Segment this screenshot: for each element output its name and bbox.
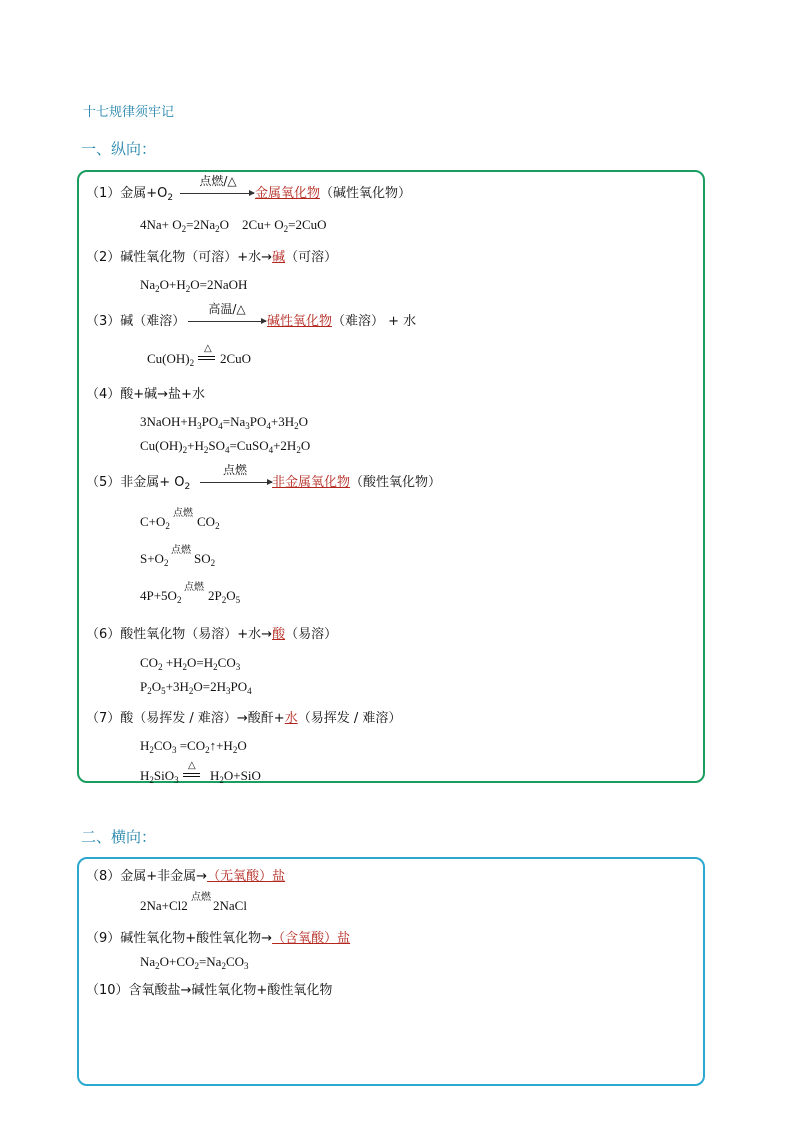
- horizontal-rules-box: [77, 857, 705, 1086]
- ignite-label: 点燃: [191, 892, 211, 903]
- rule-1: [86, 182, 173, 201]
- rule-5-text: （5）非金属+ O: [86, 475, 185, 490]
- rule-3-product: 碱性氧化物: [267, 314, 333, 329]
- page-title: 十七规律须牢记: [83, 105, 175, 120]
- equation-7b-product: $H_2O+SiO$: [210, 768, 261, 785]
- equation-4a: $3NaOH+H_3PO_4=Na_3PO_4+3H_2O$: [140, 414, 309, 431]
- equation-3-product: 2CuO: [220, 351, 252, 366]
- rule-1-product: 金属氧化物: [255, 186, 321, 201]
- section-heading-horizontal: 二、横向：: [81, 828, 157, 846]
- ignite-label: 点燃: [173, 508, 193, 519]
- equation-4b: $Cu(OH)_2+H_2SO_4=CuSO_4+2H_2O$: [140, 438, 311, 455]
- rule-3-condition: 高温/△: [208, 302, 246, 316]
- equation-9: $Na_2O+CO_2=Na_2CO_3$: [140, 954, 249, 971]
- reaction-arrow: [200, 482, 272, 483]
- equation-7b: $H_2SiO_3$: [140, 768, 179, 785]
- equation-5b-product: $SO_2$: [194, 551, 216, 568]
- rule-3-suffix: （难溶） + 水: [332, 314, 417, 329]
- rule-9-text: （9）碱性氧化物+酸性氧化物→: [86, 931, 273, 946]
- rule-5: [86, 471, 190, 490]
- equals-sign: [198, 356, 215, 360]
- rule-2-product: 碱: [272, 250, 286, 265]
- heat-sign: △: [204, 343, 212, 354]
- equation-6a: $CO_2 +H_2O=H_2CO_3$: [140, 655, 241, 672]
- rule-9-product: （含氧酸）盐: [272, 931, 351, 946]
- rule-7-text: （7）酸（易挥发 / 难溶）→酸酐+: [86, 711, 285, 726]
- rule-2-text: （2）碱性氧化物（可溶）+水→: [86, 250, 273, 265]
- rule-5-condition: 点燃: [222, 463, 247, 477]
- equals-sign: [183, 773, 200, 777]
- rule-1-text: （1）金属+O: [86, 186, 168, 201]
- equation-3: $Cu(OH)_2$: [147, 351, 195, 368]
- equation-5c-product: $2P_2O_5$: [208, 588, 241, 605]
- rule-1-condition: 点燃/△: [199, 174, 237, 188]
- reaction-arrow: [180, 193, 254, 194]
- rule-6: [86, 623, 337, 642]
- rule-8-text: （8）金属+非金属→: [86, 869, 208, 884]
- reaction-arrow: [188, 321, 266, 322]
- subscript: 2: [184, 482, 191, 492]
- rule-6-text: （6）酸性氧化物（易溶）+水→: [86, 627, 273, 642]
- rule-8: [86, 865, 285, 884]
- rule-1-suffix: （碱性氧化物）: [320, 186, 412, 201]
- rule-10: （10）含氧酸盐→碱性氧化物+酸性氧化物: [86, 983, 333, 998]
- equation-1: $4Na+ O_2=2Na_2O$ $2Cu+ O_2=2CuO$: [140, 217, 327, 234]
- rule-5-product: 非金属氧化物: [272, 475, 351, 490]
- equation-7a: $H_2CO_3$ $=CO_2↑+H_2O$: [140, 738, 247, 755]
- rule-5-suffix: （酸性氧化物）: [350, 475, 442, 490]
- equation-2: $Na_2O+H_2O=2NaOH$: [140, 277, 248, 294]
- rule-7-product: 水: [284, 711, 298, 726]
- section-heading-vertical: 一、纵向：: [81, 140, 157, 158]
- equation-5c: $4P+5O_2$: [140, 588, 182, 605]
- rule-2-suffix: （可溶）: [285, 250, 338, 265]
- equation-5a: $C+O_2$: [140, 514, 170, 531]
- rule-3-text: （3）碱（难溶）: [86, 314, 186, 329]
- rule-6-product: 酸: [272, 627, 286, 642]
- rule-7-suffix: （易挥发 / 难溶）: [297, 711, 402, 726]
- equation-5a-product: $CO_2$: [197, 514, 220, 531]
- ignite-label: 点燃: [184, 582, 204, 593]
- rule-3-result: [267, 310, 416, 329]
- subscript: 2: [167, 193, 174, 203]
- rule-6-suffix: （易溶）: [285, 627, 338, 642]
- rule-9: [86, 927, 350, 946]
- rule-3: [86, 310, 185, 329]
- rule-2: [86, 246, 337, 265]
- rule-5-result: [272, 471, 441, 490]
- equation-8-product: 2NaCl: [213, 898, 247, 913]
- equation-8: 2Na+Cl2: [140, 898, 188, 913]
- ignite-label: 点燃: [171, 545, 191, 556]
- equation-5b: $S+O_2$: [140, 551, 169, 568]
- rule-4: （4）酸+碱→盐+水: [86, 387, 205, 402]
- equation-6b: $P_2O_5+3H_2O=2H_3PO_4$: [140, 679, 252, 696]
- rule-8-product: （无氧酸）盐: [207, 869, 286, 884]
- rule-1-result: [255, 182, 411, 201]
- rule-7: [86, 707, 401, 726]
- heat-sign: △: [188, 760, 196, 771]
